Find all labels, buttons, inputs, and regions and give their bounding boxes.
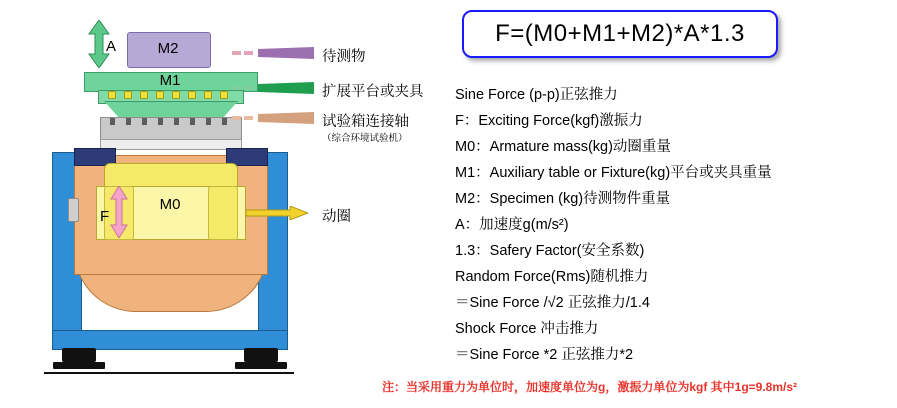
footnote-text: 注：当采用重力为单位时，加速度单位为g，激振力单位为kgf 其中1g=9.8m/s² xyxy=(382,380,798,394)
machine-foot-pad xyxy=(235,362,287,369)
bolt-dot xyxy=(172,91,180,99)
machine-foot-pad xyxy=(53,362,105,369)
bolt xyxy=(190,118,195,125)
bolt-dot xyxy=(220,91,228,99)
armature-pointer-icon xyxy=(246,206,308,220)
legend-line: M0：Armature mass(kg)动圈重量 xyxy=(455,139,671,155)
chamber-pointer-icon xyxy=(232,112,314,124)
ground-line xyxy=(44,372,294,374)
bolt xyxy=(158,118,163,125)
bolt-dot xyxy=(204,91,212,99)
legend-line: Random Force(Rms)随机推力 xyxy=(455,269,649,285)
acceleration-letter: A xyxy=(106,38,117,55)
formula-text: F=(M0+M1+M2)*A*1.3 xyxy=(495,20,745,47)
bolt-dot xyxy=(140,91,148,99)
bolt-dot xyxy=(108,91,116,99)
frame-base xyxy=(52,330,288,350)
formula-box xyxy=(462,10,778,58)
chamber-connect-plate xyxy=(100,117,242,141)
bolt xyxy=(110,118,115,125)
legend-line: ＝Sine Force *2 正弦推力*2 xyxy=(455,347,634,363)
armature-coil-right xyxy=(208,186,238,240)
armature-label: M0 xyxy=(159,196,181,213)
bolt-dot xyxy=(156,91,164,99)
side-connector xyxy=(68,198,79,222)
machine-foot xyxy=(244,348,278,362)
legend-line: F：Exciting Force(kgf)激振力 xyxy=(455,113,643,129)
bolt-dot xyxy=(188,91,196,99)
legend-line: Sine Force (p-p)正弦推力 xyxy=(455,87,618,103)
force-letter: F xyxy=(100,208,110,225)
specimen-pointer-icon xyxy=(232,47,314,59)
legend-line: 1.3：Safery Factor(安全系数) xyxy=(455,243,645,259)
bolt xyxy=(174,118,179,125)
callout-chamber-sub: （综合环境试验机） xyxy=(322,133,408,144)
bolt xyxy=(222,118,227,125)
legend-line: A：加速度g(m/s²) xyxy=(455,217,569,233)
callout-fixture: 扩展平台或夹具 xyxy=(322,84,424,100)
legend-line: M2：Specimen (kg)待测物件重量 xyxy=(455,191,671,207)
legend-line: ＝Sine Force /√2 正弦推力/1.4 xyxy=(455,295,650,311)
machine-foot xyxy=(62,348,96,362)
callout-chamber: 试验箱连接轴 xyxy=(322,114,409,130)
legend-line: M1：Auxiliary table or Fixture(kg)平台或夹具重量 xyxy=(455,165,772,181)
bolt xyxy=(126,118,131,125)
fixture-pointer-icon xyxy=(232,82,314,94)
chamber-connect-plate-lower xyxy=(100,139,242,150)
callout-specimen: 待测物 xyxy=(322,49,366,65)
legend-line: Shock Force 冲击推力 xyxy=(455,321,599,337)
callout-armature: 动圈 xyxy=(322,209,351,225)
bolt xyxy=(206,118,211,125)
bolt-dot xyxy=(124,91,132,99)
force-arrow-icon xyxy=(110,186,128,238)
legend-list xyxy=(455,82,895,368)
fixture-label: M1 xyxy=(159,72,181,89)
bolt xyxy=(142,118,147,125)
specimen-label: M2 xyxy=(157,40,179,57)
